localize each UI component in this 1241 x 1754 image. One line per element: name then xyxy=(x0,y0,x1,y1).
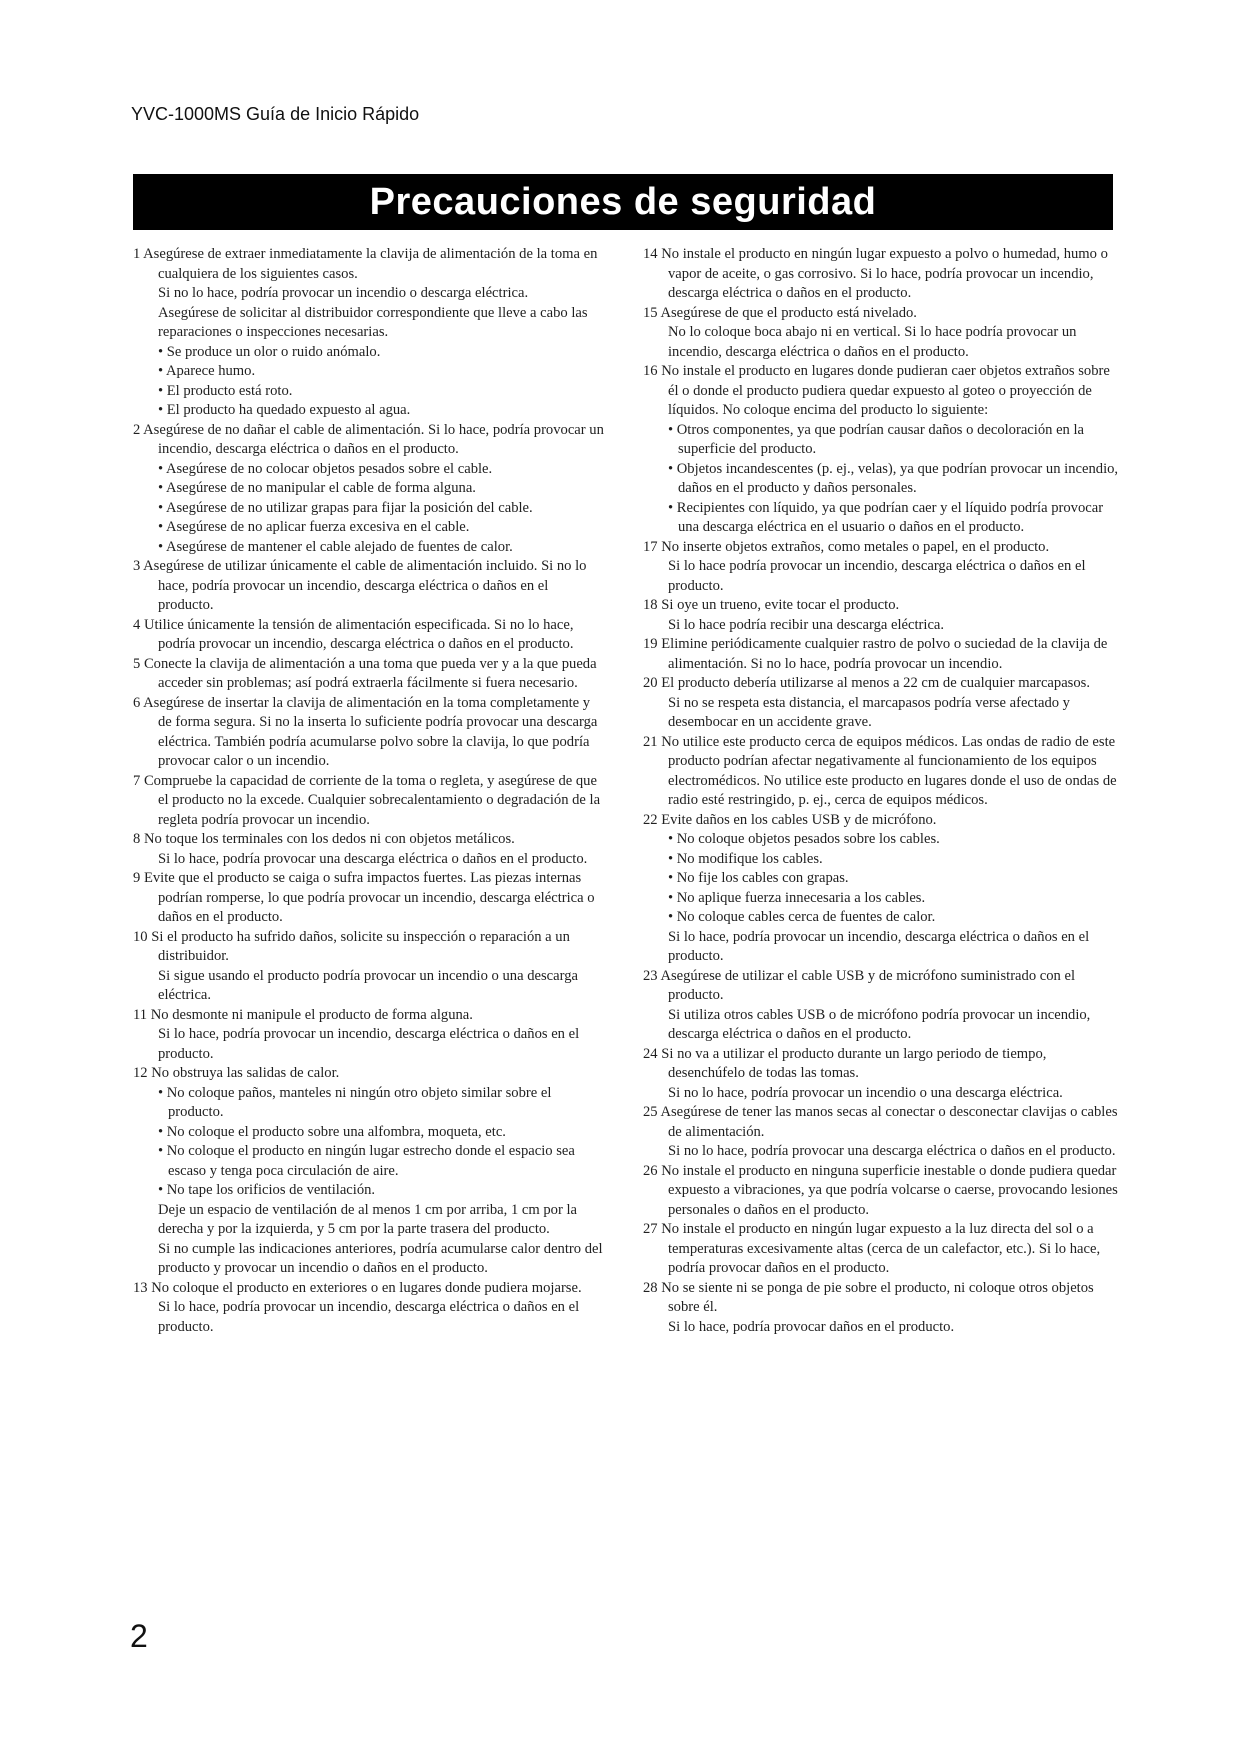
item-note: No lo coloque boca abajo ni en vertical. Si lo hace podría provocar un incendio, descarga eléctrica o daños en el producto. xyxy=(668,324,1077,360)
safety-item-text xyxy=(133,616,607,655)
safety-item-text xyxy=(643,304,1123,324)
safety-item-text xyxy=(643,1103,1123,1142)
safety-item xyxy=(133,557,607,616)
item-number: 9 xyxy=(133,870,141,886)
safety-item xyxy=(643,733,1123,811)
bullet-item: • No fije los cables con grapas. xyxy=(668,870,849,886)
safety-item-text xyxy=(643,538,1123,558)
safety-item xyxy=(133,830,607,869)
item-body: Si el producto ha sufrido daños, solicite su inspección o reparación a un distribuidor. xyxy=(151,928,570,964)
item-body: No coloque el producto en exteriores o en lugares donde pudiera mojarse. xyxy=(151,1279,582,1296)
item-note: Si no lo hace, podría provocar una descarga eléctrica o daños en el producto. xyxy=(668,1143,1116,1159)
item-body: Evite daños en los cables USB y de micrófono. xyxy=(661,811,937,828)
item-body: No toque los terminales con los dedos ni con objetos metálicos. xyxy=(143,831,515,847)
item-body: No desmonte ni manipule el producto de forma alguna. xyxy=(150,1006,473,1023)
item-body: No obstruya las salidas de calor. xyxy=(151,1065,340,1081)
item-number: 22 xyxy=(643,811,658,828)
item-number: 27 xyxy=(643,1221,658,1237)
item-number: 18 xyxy=(643,597,658,613)
item-number: 28 xyxy=(643,1279,658,1296)
safety-item-text xyxy=(643,811,1123,831)
item-body: Asegúrese de utilizar únicamente el cable de alimentación incluido. Si no lo hace, podría provocar un incendio, descarga eléctrica o daños en el producto. xyxy=(143,558,587,613)
safety-item xyxy=(643,538,1123,597)
bullet-item: • Recipientes con líquido, ya que podrían caer y el líquido podría provocar una descarga eléctrica en el usuario o daños en el producto. xyxy=(668,499,1104,535)
bullet-item: • No aplique fuerza innecesaria a los cables. xyxy=(668,889,926,906)
item-number: 16 xyxy=(643,363,658,379)
item-number: 4 xyxy=(133,616,141,633)
safety-item-text xyxy=(643,1220,1123,1279)
safety-item-text xyxy=(133,694,607,772)
bullet-item: • No coloque cables cerca de fuentes de calor. xyxy=(668,909,936,925)
item-note: Si utiliza otros cables USB o de micrófono podría provocar un incendio, descarga eléctrica o daños en el producto. xyxy=(668,1006,1091,1042)
item-body: Utilice únicamente la tensión de alimentación especificada. Si no lo hace, podría provocar un incendio, descarga eléctrica o daños en el producto. xyxy=(143,616,574,652)
bullet-item: • Asegúrese de no manipular el cable de forma alguna. xyxy=(158,480,476,496)
safety-item-text xyxy=(133,421,607,460)
safety-item xyxy=(643,1045,1123,1104)
item-note: Si lo hace podría provocar un incendio, descarga eléctrica o daños en el producto. xyxy=(668,558,1086,594)
item-note: Si no lo hace, podría provocar un incendio o descarga eléctrica. xyxy=(158,285,529,301)
safety-item xyxy=(643,967,1123,1045)
item-number: 2 xyxy=(133,421,141,438)
item-body: Asegúrese de no dañar el cable de alimentación. Si lo hace, podría provocar un incendio, descarga eléctrica o daños en el producto. xyxy=(143,421,604,457)
item-body: No utilice este producto cerca de equipos médicos. Las ondas de radio de este producto podrían afectar negativamente al funcionamiento de los equipos electromédicos. No utilice este producto en lugares donde el uso de ondas de radio esté restringido, p. ej., cerca de equipos médicos. xyxy=(661,733,1117,808)
item-body: Asegúrese de extraer inmediatamente la clavija de alimentación de la toma en cualquiera de los siguientes casos. xyxy=(143,246,598,282)
safety-item-text xyxy=(643,674,1123,694)
safety-item xyxy=(133,869,607,928)
item-body: Si no va a utilizar el producto durante un largo periodo de tiempo, desenchúfelo de todas las tomas. xyxy=(661,1045,1047,1081)
item-body: Compruebe la capacidad de corriente de la toma o regleta, y asegúrese de que el producto no la excede. Cualquier sobrecalentamiento o degradación de la regleta podría provocar un incendio. xyxy=(143,772,601,828)
safety-item xyxy=(133,616,607,655)
item-number: 24 xyxy=(643,1045,658,1062)
item-note: Si lo hace podría recibir una descarga eléctrica. xyxy=(668,616,945,633)
safety-item xyxy=(643,362,1123,538)
bullet-item: • Asegúrese de no utilizar grapas para fijar la posición del cable. xyxy=(158,499,533,516)
bullet-item: • Otros componentes, ya que podrían causar daños o decoloración en la superficie del producto. xyxy=(668,421,1085,457)
item-body: Asegúrese de insertar la clavija de alimentación en la toma completamente y de forma segura. Si no la inserta lo suficiente podría provocar una descarga eléctrica. También podría acumularse polvo sobre la clavija, lo que podría provocar calor o un incendio. xyxy=(143,694,598,769)
running-header: YVC-1000MS Guía de Inicio Rápido xyxy=(131,104,420,124)
safety-item xyxy=(133,928,607,1006)
bullet-item: • Aparece humo. xyxy=(158,363,256,379)
item-body: Si oye un trueno, evite tocar el producto. xyxy=(661,597,900,613)
bullet-item: • Asegúrese de no colocar objetos pesados sobre el cable. xyxy=(158,460,493,477)
safety-item xyxy=(643,811,1123,967)
safety-item-text xyxy=(643,967,1123,1006)
bullet-item: • No tape los orificios de ventilación. xyxy=(158,1182,376,1198)
bullet-item: • No coloque el producto sobre una alfombra, moqueta, etc. xyxy=(158,1123,506,1140)
item-note: Si no se respeta esta distancia, el marcapasos podría verse afectado y desembocar en un accidente grave. xyxy=(668,694,1070,730)
item-number: 3 xyxy=(133,558,141,574)
right-column xyxy=(643,245,1123,1337)
safety-item-text xyxy=(643,635,1123,674)
item-number: 10 xyxy=(133,928,148,945)
safety-item-text xyxy=(133,1064,607,1084)
safety-item-text xyxy=(133,869,607,928)
item-body: No instale el producto en ninguna superficie inestable o donde pudiera quedar expuesto a vibraciones, ya que podría volcarse o caerse, provocando lesiones personales o daños en el producto. xyxy=(661,1162,1118,1218)
safety-item xyxy=(643,674,1123,733)
safety-item xyxy=(643,245,1123,304)
safety-item-text xyxy=(133,1006,607,1026)
safety-item-text xyxy=(643,1162,1123,1221)
item-number: 6 xyxy=(133,694,141,711)
bullet-item: • El producto ha quedado expuesto al agua. xyxy=(158,402,411,418)
item-body: Conecte la clavija de alimentación a una toma que pueda ver y a la que pueda acceder sin problemas; así podrá extraerla fácilmente si fuera necesario. xyxy=(143,655,597,691)
bullet-item: • No coloque paños, manteles ni ningún otro objeto similar sobre el producto. xyxy=(158,1084,552,1120)
bullet-item: • Objetos incandescentes (p. ej., velas), ya que podrían provocar un incendio, daños en el producto y daños personales. xyxy=(668,460,1119,496)
safety-item xyxy=(133,245,607,421)
item-note: Si lo hace, podría provocar un incendio, descarga eléctrica o daños en el producto. xyxy=(158,1299,580,1335)
safety-item-text xyxy=(133,772,607,831)
safety-item xyxy=(133,655,607,694)
safety-item xyxy=(643,1103,1123,1162)
safety-item-text xyxy=(643,245,1123,304)
item-body: No instale el producto en ningún lugar expuesto a la luz directa del sol o a temperaturas excesivamente altas (cerca de un calefactor, etc.). Si lo hace, podría provocar daños en el producto. xyxy=(661,1221,1101,1276)
safety-item-text xyxy=(643,1279,1123,1318)
safety-item xyxy=(643,1279,1123,1338)
item-number: 5 xyxy=(133,655,141,672)
item-number: 25 xyxy=(643,1104,658,1120)
safety-item-text xyxy=(133,655,607,694)
item-body: Asegúrese de tener las manos secas al conectar o desconectar clavijas o cables de alimentación. xyxy=(660,1104,1118,1140)
item-number: 14 xyxy=(643,246,658,262)
item-note: Si sigue usando el producto podría provocar un incendio o una descarga eléctrica. xyxy=(158,967,578,1003)
item-body: Elimine periódicamente cualquier rastro de polvo o suciedad de la clavija de alimentación. Si no lo hace, podría provocar un incendio. xyxy=(661,636,1108,672)
safety-item xyxy=(133,1279,607,1338)
safety-item xyxy=(133,694,607,772)
item-body: No se siente ni se ponga de pie sobre el producto, ni coloque otros objetos sobre él. xyxy=(661,1279,1094,1315)
safety-item xyxy=(133,772,607,831)
bullet-item: • Asegúrese de mantener el cable alejado de fuentes de calor. xyxy=(158,538,513,555)
item-body: Asegúrese de utilizar el cable USB y de micrófono suministrado con el producto. xyxy=(660,967,1076,1003)
safety-item-text xyxy=(643,596,1123,616)
safety-item-text xyxy=(133,1279,607,1299)
item-note: Deje un espacio de ventilación de al menos 1 cm por arriba, 1 cm por la derecha y por la izquierda, y 5 cm por la parte trasera del producto. xyxy=(158,1201,578,1237)
item-number: 19 xyxy=(643,636,658,652)
bullet-item: • No coloque objetos pesados sobre los cables. xyxy=(668,831,940,847)
item-number: 11 xyxy=(133,1006,148,1023)
bullet-item: • El producto está roto. xyxy=(158,382,293,399)
item-body: Asegúrese de que el producto está nivelado. xyxy=(660,304,917,321)
safety-item xyxy=(643,596,1123,635)
safety-item-text xyxy=(133,245,607,284)
item-body: No instale el producto en ningún lugar expuesto a polvo o humedad, humo o vapor de aceite, o gas corrosivo. Si lo hace, podría provocar un incendio, descarga eléctrica o daños en el producto. xyxy=(661,246,1108,301)
safety-item-text xyxy=(643,362,1123,421)
item-note: Si no cumple las indicaciones anteriores, podría acumularse calor dentro del producto y provocar un incendio o daños en el producto. xyxy=(158,1240,603,1276)
item-note: Si lo hace, podría provocar un incendio, descarga eléctrica o daños en el producto. xyxy=(158,1026,580,1062)
item-body: No instale el producto en lugares donde pudieran caer objetos extraños sobre él o donde el producto pudiera quedar expuesto al goteo o proyección de líquidos. No coloque encima del producto lo siguiente: xyxy=(661,363,1110,418)
safety-item xyxy=(133,1006,607,1065)
item-number: 8 xyxy=(133,831,141,847)
item-body: Evite que el producto se caiga o sufra impactos fuertes. Las piezas internas podrían romperse, lo que podría provocar un incendio, descarga eléctrica o daños en el producto. xyxy=(143,870,595,925)
left-column xyxy=(133,245,607,1337)
safety-item xyxy=(133,1064,607,1279)
item-number: 21 xyxy=(643,733,658,750)
item-number: 7 xyxy=(133,772,141,789)
item-body: El producto debería utilizarse al menos a 22 cm de cualquier marcapasos. xyxy=(661,675,1090,691)
safety-item-text xyxy=(133,557,607,616)
item-number: 12 xyxy=(133,1065,148,1081)
item-number: 20 xyxy=(643,675,658,691)
safety-item-text xyxy=(643,733,1123,811)
bullet-item: • No coloque el producto en ningún lugar estrecho donde el espacio sea escaso y tenga poca circulación de aire. xyxy=(158,1143,575,1179)
item-number: 15 xyxy=(643,304,658,321)
bullet-item: • Asegúrese de no aplicar fuerza excesiva en el cable. xyxy=(158,519,470,535)
item-number: 23 xyxy=(643,967,658,984)
safety-item xyxy=(133,421,607,558)
item-note: Si no lo hace, podría provocar un incendio o una descarga eléctrica. xyxy=(668,1084,1063,1101)
safety-item-text xyxy=(133,928,607,967)
bullet-item: • Se produce un olor o ruido anómalo. xyxy=(158,343,381,360)
safety-item xyxy=(643,635,1123,674)
page-title: Precauciones de seguridad xyxy=(133,174,1113,230)
safety-item-text xyxy=(643,1045,1123,1084)
safety-item xyxy=(643,1162,1123,1221)
item-note: Si lo hace, podría provocar una descarga eléctrica o daños en el producto. xyxy=(158,850,588,867)
bullet-item: • No modifique los cables. xyxy=(668,850,823,867)
item-number: 13 xyxy=(133,1279,148,1296)
safety-item-text xyxy=(133,830,607,850)
page-number: 2 xyxy=(130,1618,148,1654)
item-body: No inserte objetos extraños, como metales o papel, en el producto. xyxy=(661,538,1050,555)
item-number: 1 xyxy=(133,246,141,262)
item-number: 17 xyxy=(643,538,658,555)
item-note: Asegúrese de solicitar al distribuidor correspondiente que lleve a cabo las reparaciones o inspecciones necesarias. xyxy=(158,304,588,340)
item-note: Si lo hace, podría provocar un incendio, descarga eléctrica o daños en el producto. xyxy=(668,928,1090,964)
safety-item xyxy=(643,304,1123,363)
safety-item xyxy=(643,1220,1123,1279)
item-note: Si lo hace, podría provocar daños en el producto. xyxy=(668,1318,955,1335)
item-number: 26 xyxy=(643,1162,658,1179)
